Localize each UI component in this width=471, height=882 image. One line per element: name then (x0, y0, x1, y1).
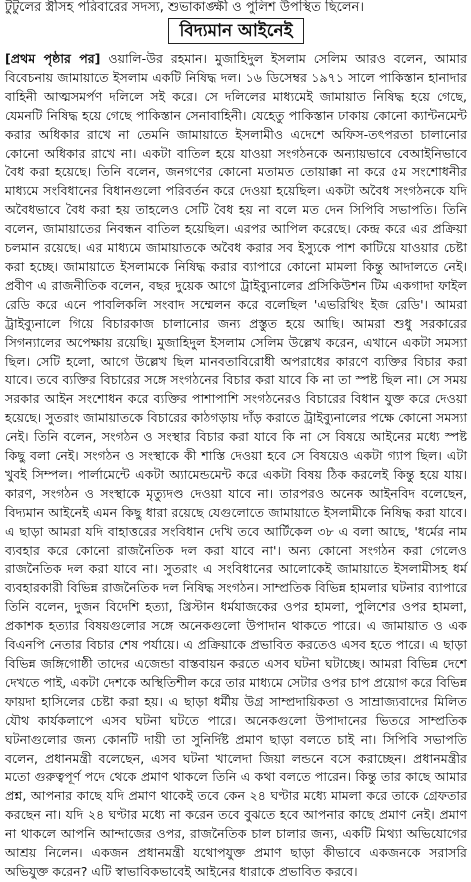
headline-container (5, 18, 467, 44)
continuation-label: [প্রথম পৃষ্ঠার পর] (5, 51, 101, 66)
article-body (5, 50, 468, 879)
article-text: ওয়ালি-উর রহমান। মুজাহিদুল ইসলাম সেলিম আরও বলেন, আমার বিবেচনায় জামায়াতে ইসলাম একটি নিষিদ্ধ দল। ১৬ ডিসেম্বর ১৯৭১ সালে পাকিস্তান হানাদার বাহিনী আত্মসমর্পণ দলিলে সই করে। সে দলিলের মাধ্যমেই জামায়াত নিষিদ্ধ হয়ে গেছে, যেমনটি নিষিদ্ধ হয়ে গেছে পাকিস্তান সেনাবাহিনী। যেহেতু পাকিস্তান ঢাকায় কোনো ক্যান্টনমেন্ট করার অধিকার রাখে না তেমনি জামায়াতে ইসলামীও এদেশে অফিস-তৎপরতা চালানোর কোনো অধিকার রাখে না। একটা বাতিল হয়ে যাওয়া সংগঠনকে অন্যায়ভাবে বেআইনিভাবে বৈধ করা হয়েছে। তিনি বলেন, জনগণের কোনো মতামত তোয়াক্কা না করে ৫ম সংশোধনীর মাধ্যমে সংবিধানের বিধানগুলো পরিবর্তন করে দেওয়া হয়েছিল। একটা অবৈধ সংগঠনকে যদি অবৈধভাবে বৈধ করা হয় তাহলেও সেটি বৈধ হয় না বলে মত দেন সিপিবি সভাপতি। তিনি বলেন, জামায়াতের নিবন্ধন বাতিল হয়েছিল। এরপর আপিল করেছে। কেন্দ্র করে এর প্রক্রিয়া চলমান রয়েছে। এর মাধ্যমে জামায়াতকে অবৈধ করার সব ইস্যুকে পাশ কাটিয়ে যাওয়ার চেষ্টা করা হচ্ছে। জামায়াতে ইসলামকে নিষিদ্ধ করার ব্যাপারে কোনো মামলা কিন্তু আদালতে নেই। প্রবীণ এ রাজনীতিক বলেন, বছর দুয়েক আগে ট্রাইব্যুনালের প্রসিকিউশন টিম একগাদা ফাইল রেডি করে এনে পাবলিকলি সংবাদ সম্মেলন করে বলেছিল 'এভরিথিং ইজ রেডি'। আমরা ট্রাইব্যুনালে গিয়ে বিচারকাজ চালানোর জন্য প্রস্তুত হয়ে আছি। আমরা শুধু সরকারের সিগন্যালের অপেক্ষায় রয়েছি। মুজাহিদুল ইসলাম সেলিম উল্লেখ করেন, এখানে একটা সমস্যা ছিল। সেটি হলো, আগে উল্লেখ ছিল মানবতাবিরোধী অপরাধের কারণে ব্যক্তির বিচার করা যাবে। তবে ব্যক্তির বিচারের সঙ্গে সংগঠনের বিচার করা যাবে কি না তা স্পষ্ট ছিল না। সে সময় সরকার আইন সংশোধন করে ব্যক্তির পাশাপাশি সংগঠনেরও বিচারের বিধান যুক্ত করে দেওয়া হয়েছে। সুতরাং জামায়াতকে বিচারের কাঠগড়ায় দাঁড় করাতে ট্রাইব্যুনালের পক্ষে কোনো সমস্যা নেই। তিনি বলেন, সংগঠন ও সংস্থার বিচার করা যাবে কি না সে বিষয়ে আইনের মধ্যে স্পষ্ট কিছু বলা নেই। সংগঠন ও সংস্থাকে কী শাস্তি দেওয়া হবে সে বিষয়েও একটা গ্যাপ ছিল। এটা খুবই সিম্পল। পার্লামেন্টে একটা অ্যামেন্ডমেন্ট করে একটা বিষয় ঠিক করলেই কিন্তু হয়ে যায়। কারণ, সংগঠন ও সংস্থাকে মৃত্যুদণ্ড দেওয়া যাবে না। তারপরও অনেক আইনবিদ বলেছেন, বিদ্যমান আইনেই এমন কিছু ধারা রয়েছে যেগুলোতে জামায়াতে ইসলামীকে নিষিদ্ধ করা যাবে। এ ছাড়া আমরা যদি বাহাত্তরের সংবিধান দেখি তবে আর্টিকেল ৩৮ এ বলা আছে, 'ধর্মের নাম ব্যবহার করে কোনো রাজনৈতিক দল করা যাবে না'। অন্য কোনো সংগঠন করা গেলেও রাজনৈতিক দল করা যাবে না। সুতরাং এ সংবিধানের আলোকেই জামায়াতে ইসলামীসহ ধর্ম ব্যবহারকারী বিভিন্ন রাজনৈতিক দল নিষিদ্ধ সংগঠন। সাম্প্রতিক বিভিন্ন হামলার ঘটনার ব্যাপারে তিনি বলেন, দুজন বিদেশি হত্যা, খ্রিস্টান ধর্মযাজকের ওপর হামলা, পুলিশের ওপর হামলা, প্রকাশক হত্যার বিষয়গুলোর সঙ্গে অনেকগুলো উপাদান থাকতে পারে। এ জামায়াত ও এক বিএনপি নেতার বিচার শেষ পর্যায়ে। এ প্রক্রিয়াকে প্রভাবিত করতেও এসব হতে পারে। এ ছাড়া বিভিন্ন জঙ্গিগোষ্ঠী তাদের এজেন্ডা বাস্তবায়ন করতে এসব ঘটনা ঘটাচ্ছে। আমরা বিভিন্ন দেশে দেখতে পাই, একটা দেশকে অস্থিতিশীল করে তার মাধ্যমে সেটার ওপর চাপ প্রয়োগ করে বিভিন্ন ফায়দা হাসিলের চেষ্টা করা হয়। এ ছাড়া ধর্মীয় উগ্র সাম্প্রদায়িকতা ও সাম্রাজ্যবাদের মিলিত যৌথ কার্যকলাপে এসব ঘটনা ঘটতে পারে। অনেকগুলো উপাদানের ভিতরে সাম্প্রতিক ঘটনাগুলোর জন্য কোনটি দায়ী তা সুনির্দিষ্ট প্রমাণ ছাড়া বলতে চাই না। সিপিবি সভাপতি বলেন, প্রধানমন্ত্রী বলেছেন, এসব ঘটনা খালেদা জিয়া লন্ডনে বসে করাচ্ছেন। প্রধানমন্ত্রীর মতো গুরুত্বপূর্ণ পদে থেকে প্রমাণ থাকলে তিনি এ কথা বলতে পারেন। কিন্তু তার কাছে আমার প্রশ্ন, আপনার কাছে যদি প্রমাণ থাকেই তবে কেন ২৪ ঘণ্টার মধ্যে মামলা করে তাকে গ্রেফতার করছেন না। যদি ২৪ ঘণ্টার মধ্যে না করেন তবে বুঝতে হবে আপনার কাছে প্রমাণ নেই। প্রমাণ না থাকলে আপনি আন্দাজের ওপর, রাজনৈতিক চাল চালার জন্য, একটি মিথ্যা অভিযোগের আশ্রয় নিলেন। একজন প্রধানমন্ত্রী যথোপযুক্ত প্রমাণ ছাড়া কীভাবে একজনকে সরাসরি অভিযুক্ত করেন? এটি স্বাভাবিকভাবেই আইনের ধারাকে প্রভাবিত করবে। (5, 51, 468, 879)
previous-article-tail: টুটুলের স্ত্রীসহ পরিবারের সদস্য, শুভাকাঙ্ক্ষী ও পুলিশ উপস্থিত ছিলেন। (5, 0, 364, 15)
article-headline: বিদ্যমান আইনেই (168, 18, 303, 44)
article-paragraph (5, 50, 467, 882)
